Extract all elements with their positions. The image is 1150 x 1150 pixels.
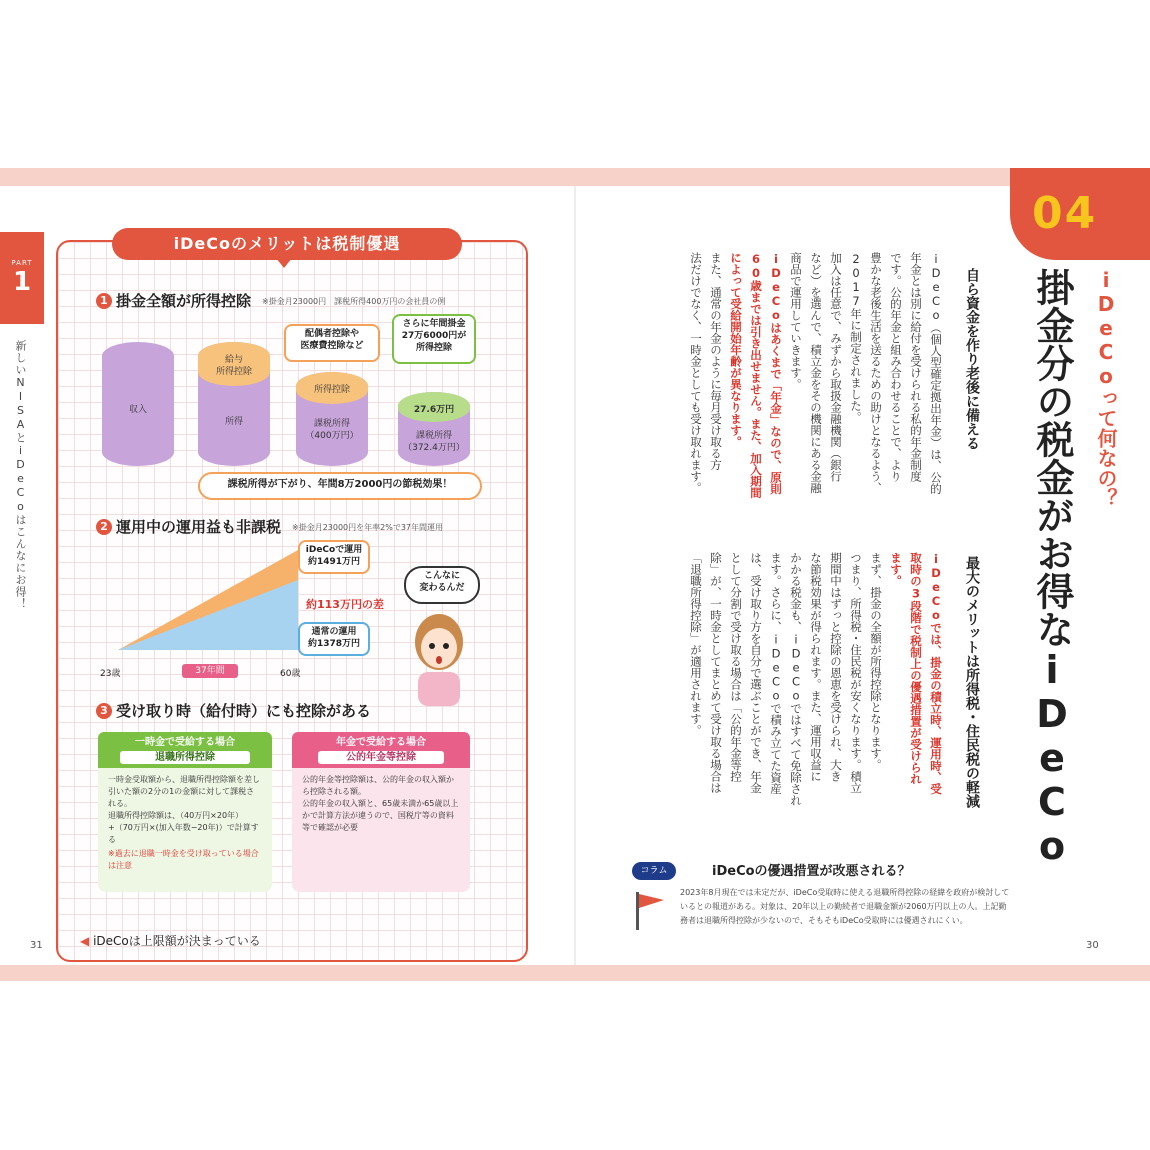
part-number: 1 bbox=[12, 267, 32, 297]
para1-line: 年金とは別に給付を受けられる私的年金制度 bbox=[909, 252, 923, 482]
section2-title bbox=[96, 516, 281, 537]
para1-line: など）を選んで、積立金をその機関にある金融 bbox=[809, 252, 823, 494]
tax-saving-result: 課税所得が下がり、年間8万2000円の節税効果！ bbox=[198, 472, 482, 500]
footnote bbox=[80, 932, 261, 949]
growth-chart bbox=[118, 540, 298, 670]
part-label: PART bbox=[11, 259, 33, 267]
book-spine bbox=[574, 186, 576, 965]
para2-line: ます。さらに、iDeCoで積み立てた資産 bbox=[769, 552, 783, 795]
page-title: 掛金分の税金がお得なiDeCo bbox=[1030, 268, 1074, 868]
cylinder-deduction-label: 所得控除 bbox=[313, 385, 350, 395]
lump-sum-box-body: 一時金受取額から、退職所得控除額を差し引いた額の2分の1の金額に対して課税される。 退職所得控除額は、（40万円×20年）+（70万円×(加入年数−20年)）で計算する bbox=[108, 775, 260, 844]
section1-title-text: 掛金全額が所得控除 bbox=[116, 292, 252, 310]
page-subtitle: iDeCoって何なの？ bbox=[1094, 268, 1118, 508]
section2-number: 2 bbox=[96, 519, 112, 535]
cylinder-taxable-label: 課税所得 （400万円） bbox=[305, 419, 359, 441]
column-label: コラム bbox=[632, 862, 676, 880]
paragraph-1 bbox=[640, 252, 946, 548]
footnote-marker: ◀ bbox=[80, 934, 90, 948]
normal-result-box: 通常の運用 約1378万円 bbox=[298, 622, 370, 656]
pension-box-subtitle: 公的年金等控除 bbox=[318, 751, 444, 764]
cylinder-shotoku-label: 所得 bbox=[224, 417, 243, 427]
section1-title bbox=[96, 290, 251, 311]
age-start: 23歳 bbox=[100, 669, 121, 679]
para1-line: iDeCo（個人型確定拠出年金）は、公的 bbox=[929, 252, 943, 495]
heading-2: 最大のメリットは所得税・住民税の軽減 bbox=[964, 556, 980, 808]
para2-line: まず、掛金の全額が所得控除となります。 bbox=[869, 552, 883, 771]
para1-line: です。公的年金と組み合わせることで、より bbox=[889, 252, 903, 482]
paragraph-2 bbox=[640, 552, 946, 828]
age-end: 60歳 bbox=[280, 669, 301, 679]
section1-note: ※掛金月23000円 課税所得400万円の会社員の例 bbox=[262, 297, 446, 306]
lump-sum-box-subtitle: 退職所得控除 bbox=[120, 751, 250, 764]
pension-box-header bbox=[292, 732, 470, 768]
top-band bbox=[0, 168, 1150, 186]
para2-line: つまり、所得税・住民税が安くなります。積立 bbox=[849, 552, 863, 794]
left-page-number: 31 bbox=[30, 940, 43, 951]
section-badge-number: 04 bbox=[1032, 188, 1098, 239]
lump-sum-box-header bbox=[98, 732, 272, 768]
para1-line: 商品で運用していきます。 bbox=[789, 252, 803, 390]
para2-line: 除」が、一時金としてまとめて受け取る場合は bbox=[709, 552, 723, 794]
cylinder-income-label: 収入 bbox=[128, 405, 147, 415]
flag-icon bbox=[628, 888, 668, 932]
para2-line: 取時の3段階で税制上の優遇措置が受けられ bbox=[909, 552, 923, 785]
para2-line: iDeCoでは、掛金の積立時、運用時、受 bbox=[929, 552, 943, 795]
column-body: 2023年8月現在では未定だが、iDeCo受取時に使える退職所得控除の経緯を政府が検討しているとの報道がある。対象は、20年以上の勤続者で退職金額が2060万円以上の人。上記勤務者は退職所得控除が少ないので、そもそもiDeCo受取時には優遇されにくい。 bbox=[680, 888, 1010, 925]
cylinder-taxable2-label: 課税所得 （372.4万円） bbox=[403, 431, 465, 453]
panel-title-tail bbox=[276, 258, 292, 268]
speech-bubble: こんなに 変わるんだ bbox=[404, 566, 480, 604]
section3-title bbox=[96, 700, 371, 721]
normal-growth-area bbox=[118, 580, 298, 650]
panel-title: iDeCoのメリットは税制優遇 bbox=[112, 228, 462, 260]
callout-spouse-deduction: 配偶者控除や 医療費控除など bbox=[284, 324, 380, 362]
column-title: iDeCoの優遇措置が改悪される？ bbox=[712, 864, 911, 879]
callout-ideco-deduction: さらに年間掛金 27万6000円が 所得控除 bbox=[392, 314, 476, 364]
section1-number: 1 bbox=[96, 293, 112, 309]
pension-box-title: 年金で受給する場合 bbox=[336, 737, 426, 748]
para1-line: 法だけでなく、一時金としても受け取れます。 bbox=[689, 252, 703, 494]
para2-line: 期間中はずっと控除の恩恵を受けられ、大き bbox=[829, 552, 843, 782]
cylinder-salary-deduction-label: 給与 所得控除 bbox=[215, 355, 252, 377]
ideco-result-box: iDeCoで運用 約1491万円 bbox=[298, 540, 370, 574]
section3-number: 3 bbox=[96, 703, 112, 719]
section3-title-text: 受け取り時（給付時）にも控除がある bbox=[116, 702, 372, 720]
bottom-band bbox=[0, 965, 1150, 981]
right-page-number: 30 bbox=[1086, 940, 1099, 951]
para2-line: な節税効果が得られます。また、運用収益に bbox=[809, 552, 823, 782]
lump-sum-box bbox=[98, 732, 272, 892]
para1-line: また、通常の年金のように毎月受け取る方 bbox=[709, 252, 723, 471]
difference-label: 約113万円の差 bbox=[306, 598, 384, 611]
section2-title-text: 運用中の運用益も非課税 bbox=[116, 518, 282, 536]
para1-line: 2017年に制定されました。 bbox=[849, 252, 863, 423]
chapter-side-title: 新しいNISAとiDeCoはこんなにお得！ bbox=[14, 340, 27, 610]
lump-sum-box-title: 一時金で受給する場合 bbox=[135, 737, 235, 748]
pension-box bbox=[292, 732, 470, 892]
heading-1: 自ら資金を作り老後に備える bbox=[964, 268, 980, 450]
lump-sum-box-note: ※過去に退職一時金を受け取っている場合は注意 bbox=[108, 849, 259, 870]
para2-line: ます。 bbox=[889, 552, 903, 587]
para1-line: によって受給開始年齢が異なります。 bbox=[729, 252, 743, 448]
para2-line: は、受け取り方を自分で選ぶことができ、年金 bbox=[749, 552, 763, 794]
para1-line: 加入は任意で、みずから取扱金融機関（銀行 bbox=[829, 252, 843, 482]
para1-line: 豊かな老後生活を送るための助けとなるよう、 bbox=[869, 252, 883, 494]
para2-line: かかる税金も、iDeCoではすべて免除され bbox=[789, 552, 803, 806]
para1-line: 60歳までは引き出せません。また、加入期間 bbox=[749, 252, 763, 499]
pension-box-body: 公的年金等控除額は、公的年金の収入額から控除される額。 公的年金の収入額と、65歳未満か65歳以上かで計算方法が違うので、国税庁等の資料等で確認が必要 bbox=[302, 775, 459, 832]
surprised-woman-illustration bbox=[404, 606, 474, 706]
para1-line: iDeCoはあくまで「年金」なので、原則 bbox=[769, 252, 783, 495]
part-tab bbox=[0, 232, 44, 324]
cylinder-ideco-deduction-label: 27.6万円 bbox=[413, 405, 455, 415]
para2-line: 「退職所得控除」が適用されます。 bbox=[689, 552, 703, 736]
section2-note: ※掛金月23000円を年率2%で37年間運用 bbox=[292, 523, 444, 532]
footnote-text: iDeCoは上限額が決まっている bbox=[93, 934, 261, 948]
years-label: 37年間 bbox=[182, 664, 238, 678]
para2-line: として分割で受け取る場合は「公的年金等控 bbox=[729, 552, 743, 782]
